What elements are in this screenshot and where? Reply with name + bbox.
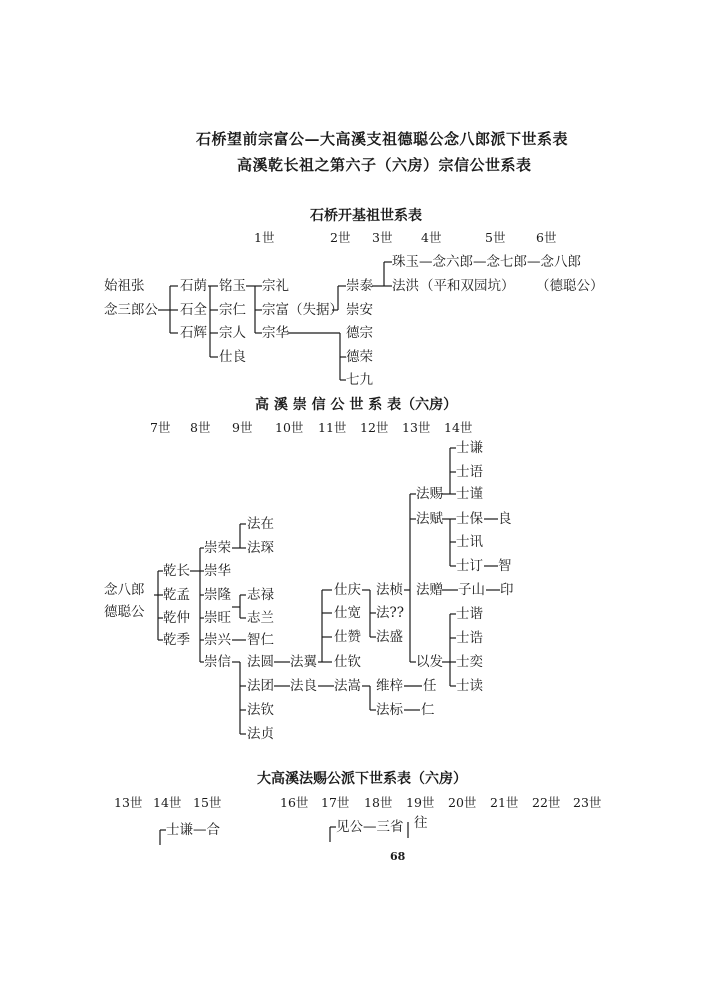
section-title-chongxin: 高 溪 崇 信 公 世 系 表（六房）	[255, 397, 458, 413]
tree2-node: 法赋	[416, 511, 443, 527]
tree2-node: 法标	[376, 702, 403, 718]
tree2-node: 士订	[456, 558, 483, 574]
tree1-node: 宗人	[219, 325, 246, 341]
tree3-node: 往	[414, 815, 428, 831]
gen-header: 11世	[318, 420, 347, 435]
tree2-node: 仁	[421, 702, 435, 718]
tree2-node: 士讯	[456, 534, 483, 550]
page-number: 68	[390, 850, 406, 863]
tree2-node: 法团	[247, 678, 274, 694]
gen-header: 13世	[402, 420, 431, 435]
gen-header: 19世	[406, 795, 435, 810]
tree2-node: 崇华	[204, 563, 231, 579]
main-title-line1: 石桥望前宗富公—大高溪支祖德聪公念八郎派下世系表	[196, 130, 569, 148]
tree2-node: 智仁	[247, 632, 274, 648]
tree2-node: 法赠	[416, 582, 443, 598]
section-title-shiqiao: 石桥开基祖世系表	[310, 208, 422, 224]
gen-header: 15世	[193, 795, 222, 810]
tree2-node: 士谨	[456, 486, 483, 502]
gen-header: 14世	[444, 420, 473, 435]
tree1-node: 宗礼	[262, 278, 289, 294]
gen-header: 21世	[490, 795, 519, 810]
tree2-node: 法盛	[376, 629, 403, 645]
tree2-node: 士诰	[456, 630, 483, 646]
tree2-node: 士奕	[456, 654, 483, 670]
tree2-node: 士读	[456, 678, 483, 694]
tree2-node: 法桢	[376, 582, 403, 598]
tree1-root: 始祖张	[104, 278, 145, 294]
tree2-node: 志禄	[247, 587, 274, 603]
tree1-node: 仕良	[219, 349, 246, 365]
tree2-node: 法良	[290, 678, 317, 694]
main-title-line2: 高溪乾长祖之第六子（六房）宗信公世系表	[237, 156, 532, 174]
tree2-node: 法在	[247, 516, 274, 532]
tree2-node: 崇兴	[204, 632, 231, 648]
tree1-node: 宗仁	[219, 302, 246, 318]
tree2-node: 士语	[456, 464, 483, 480]
tree1-chain: 珠玉—念六郎—念七郎—念八郎	[392, 254, 581, 270]
gen-header: 1世	[254, 230, 275, 245]
tree2-node: 崇信	[204, 654, 231, 670]
tree2-node: 良	[498, 511, 512, 527]
tree3-node: 见公—三省	[336, 819, 404, 835]
gen-header: 18世	[364, 795, 393, 810]
tree2-node: 仕宽	[334, 605, 361, 621]
tree2-node: 法贞	[247, 726, 274, 742]
gen-header: 10世	[275, 420, 304, 435]
tree1-node: 石全	[180, 302, 207, 318]
tree1-note: （德聪公）	[536, 278, 604, 294]
gen-header: 20世	[448, 795, 477, 810]
tree2-root: 念八郎	[104, 582, 145, 598]
tree2-node: 法赐	[416, 486, 443, 502]
gen-header: 4世	[421, 230, 442, 245]
gen-header: 14世	[153, 795, 182, 810]
gen-header: 9世	[232, 420, 253, 435]
tree2-node: 崇旺	[204, 610, 231, 626]
tree3-node: 士谦—合	[166, 822, 220, 838]
gen-header: 7世	[150, 420, 171, 435]
tree2-node: 智	[498, 558, 512, 574]
tree2-node: 法钦	[247, 702, 274, 718]
tree2-node: 法翼	[290, 654, 317, 670]
gen-header: 5世	[485, 230, 506, 245]
gen-header: 13世	[114, 795, 143, 810]
tree2-node: 子山	[458, 582, 485, 598]
tree1-root: 念三郎公	[104, 302, 158, 318]
tree2-node: 士保	[456, 511, 483, 527]
tree2-node: 乾仲	[163, 610, 190, 626]
tree1-node: 七九	[346, 372, 373, 388]
gen-header: 3世	[372, 230, 393, 245]
tree2-node: 印	[500, 582, 514, 598]
gen-header: 12世	[360, 420, 389, 435]
tree1-node: 德宗	[346, 325, 373, 341]
tree2-node: 法嵩	[334, 678, 361, 694]
tree2-node: 志兰	[247, 610, 274, 626]
tree1-note: （平和双园坑）	[420, 278, 515, 294]
tree2-node: 乾长	[163, 563, 190, 579]
tree1-node: 宗华	[262, 325, 289, 341]
tree2-node: 乾季	[163, 632, 190, 648]
tree1-node: 崇安	[346, 302, 373, 318]
gen-header: 8世	[190, 420, 211, 435]
tree2-node: 崇荣	[204, 540, 231, 556]
tree2-node: 法琛	[247, 540, 274, 556]
tree2-root: 德聪公	[104, 604, 145, 620]
tree2-node: 法圆	[247, 654, 274, 670]
tree1-node: 宗富（失据）	[262, 302, 343, 318]
gen-header: 2世	[330, 230, 351, 245]
gen-header: 22世	[532, 795, 561, 810]
gen-header: 23世	[573, 795, 602, 810]
tree2-node: 士谦	[456, 440, 483, 456]
tree2-node: 任	[423, 678, 437, 694]
tree1-node: 法洪	[392, 278, 419, 294]
tree1-node: 德荣	[346, 349, 373, 365]
tree2-node: 仕庆	[334, 582, 361, 598]
tree2-node: 士谐	[456, 606, 483, 622]
tree1-node: 石辉	[180, 325, 207, 341]
section-title-faci: 大高溪法赐公派下世系表（六房）	[257, 771, 467, 787]
tree2-node: 仕钦	[334, 654, 361, 670]
tree1-node: 崇泰	[346, 278, 373, 294]
gen-header: 6世	[536, 230, 557, 245]
tree2-node: 仕赞	[334, 629, 361, 645]
gen-header: 17世	[321, 795, 350, 810]
tree2-node: 以发	[416, 654, 443, 670]
tree2-node: 崇隆	[204, 587, 231, 603]
tree1-node: 石荫	[180, 278, 207, 294]
tree1-node: 铭玉	[219, 278, 246, 294]
gen-header: 16世	[280, 795, 309, 810]
tree2-node: 维梓	[376, 678, 403, 694]
tree2-node: 乾孟	[163, 587, 190, 603]
tree2-node: 法??	[376, 605, 404, 621]
